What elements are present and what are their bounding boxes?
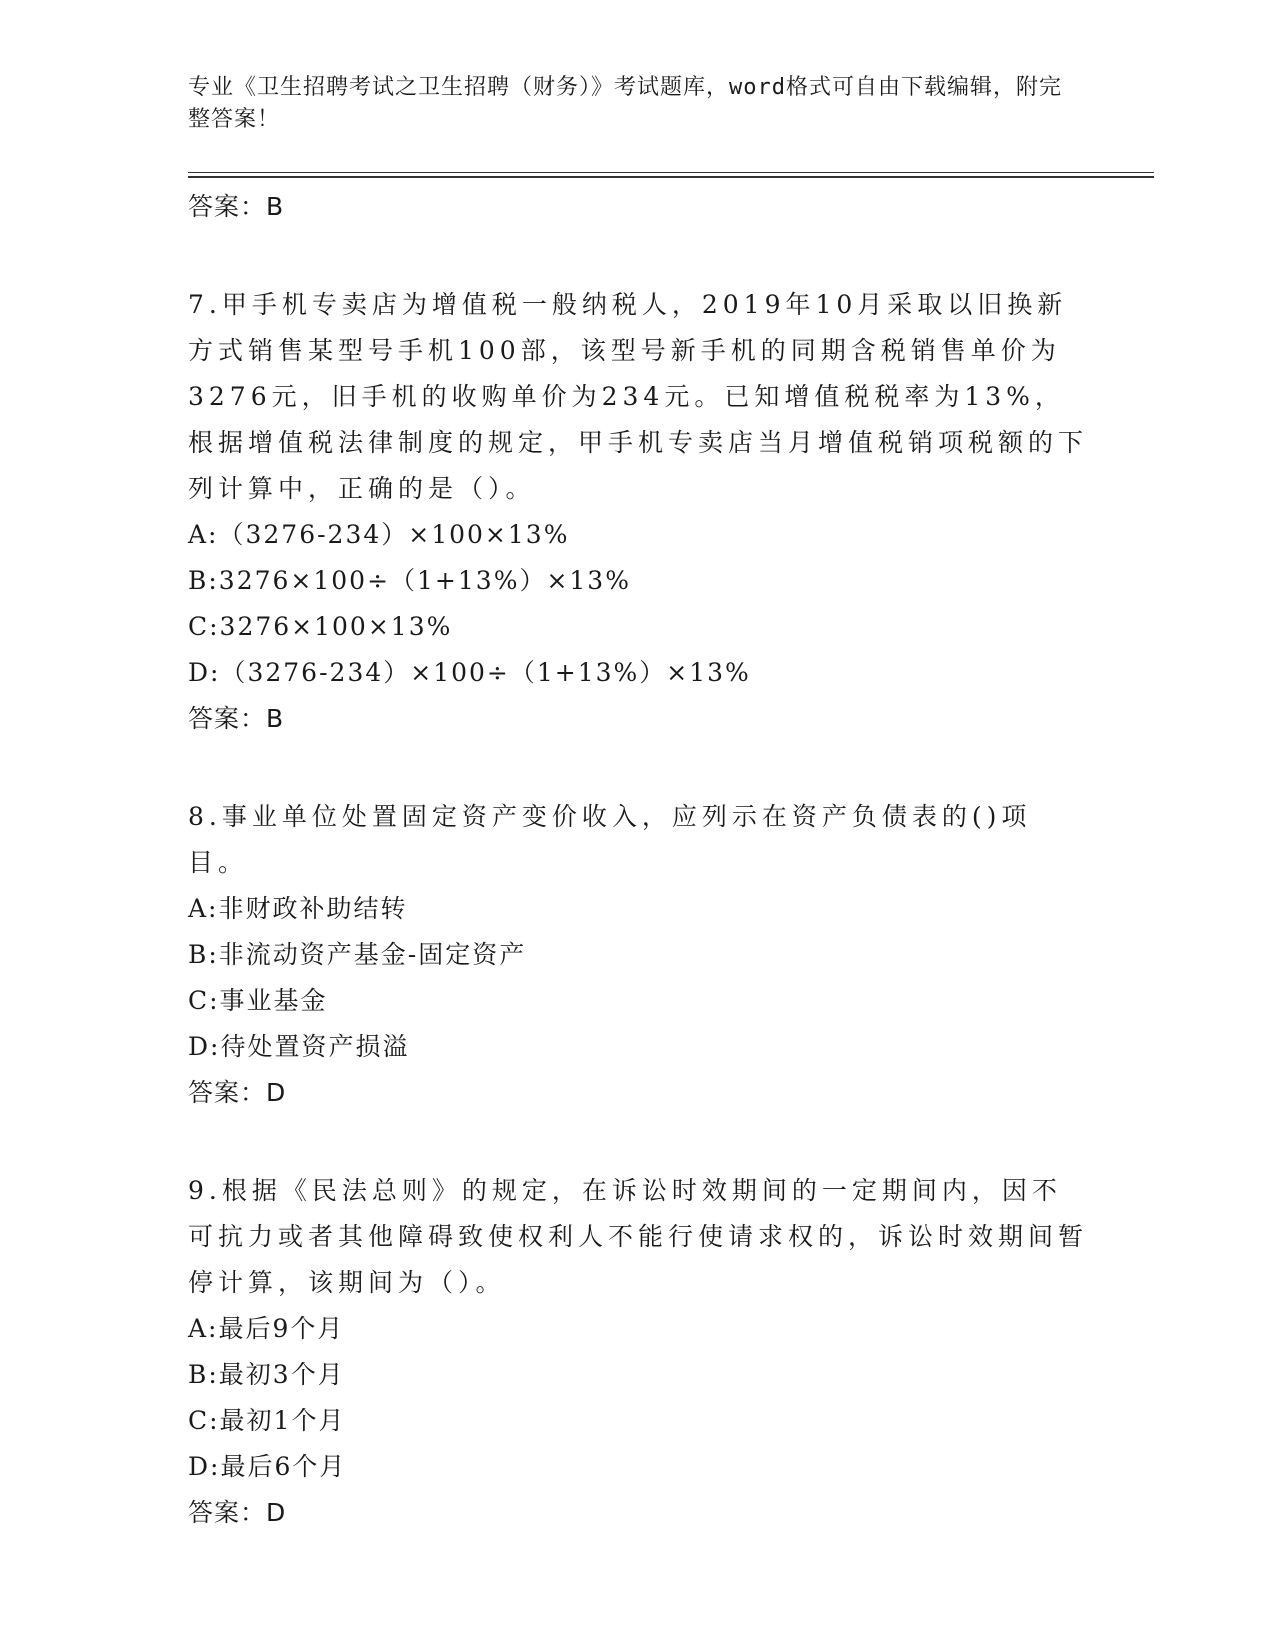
document-page (188, 72, 1158, 1536)
document-content (188, 184, 1158, 1536)
option-b: B:3276×100÷（1+13%）×13% (188, 566, 631, 595)
option-a: A:非财政补助结转 (188, 894, 408, 923)
question-text: 7.甲手机专卖店为增值税一般纳税人，2019年10月采取以旧换新方式销售某型号手机100部，该型号新手机的同期含税销售单价为3276元，旧手机的收购单价为234元。已知增值税税率为13%，根据增值税法律制度的规定，甲手机专卖店当月增值税销项税额的下列计算中，正确的是（）。 (188, 290, 1089, 503)
question-9 (188, 1168, 1158, 1536)
option-b: B:非流动资产基金-固定资产 (188, 940, 527, 969)
option-c: C:3276×100×13% (188, 612, 453, 641)
option-a: A:（3276-234）×100×13% (188, 520, 570, 549)
question-7 (188, 282, 1158, 742)
answer-line: 答案：B (188, 704, 285, 733)
document-header: 专业《卫生招聘考试之卫生招聘（财务）》考试题库，word格式可自由下载编辑，附完整答案！ (188, 75, 1062, 132)
question-text: 9.根据《民法总则》的规定，在诉讼时效期间的一定期间内，因不可抗力或者其他障碍致使权利人不能行使请求权的，诉讼时效期间暂停计算，该期间为（）。 (188, 1176, 1089, 1297)
option-d: D:最后6个月 (188, 1452, 347, 1481)
question-8 (188, 794, 1158, 1116)
option-d: D:（3276-234）×100÷（1+13%）×13% (188, 658, 751, 687)
option-c: C:最初1个月 (188, 1406, 346, 1435)
option-a: A:最后9个月 (188, 1314, 345, 1343)
option-d: D:待处置资产损溢 (188, 1032, 410, 1061)
answer-line: 答案：D (188, 1498, 287, 1527)
header-divider (188, 172, 1154, 178)
option-c: C:事业基金 (188, 986, 328, 1015)
answer-line: 答案：D (188, 1078, 287, 1107)
answer-line: 答案：B (188, 192, 285, 221)
question-text: 8.事业单位处置固定资产变价收入，应列示在资产负债表的()项目。 (188, 802, 1032, 877)
option-b: B:最初3个月 (188, 1360, 345, 1389)
